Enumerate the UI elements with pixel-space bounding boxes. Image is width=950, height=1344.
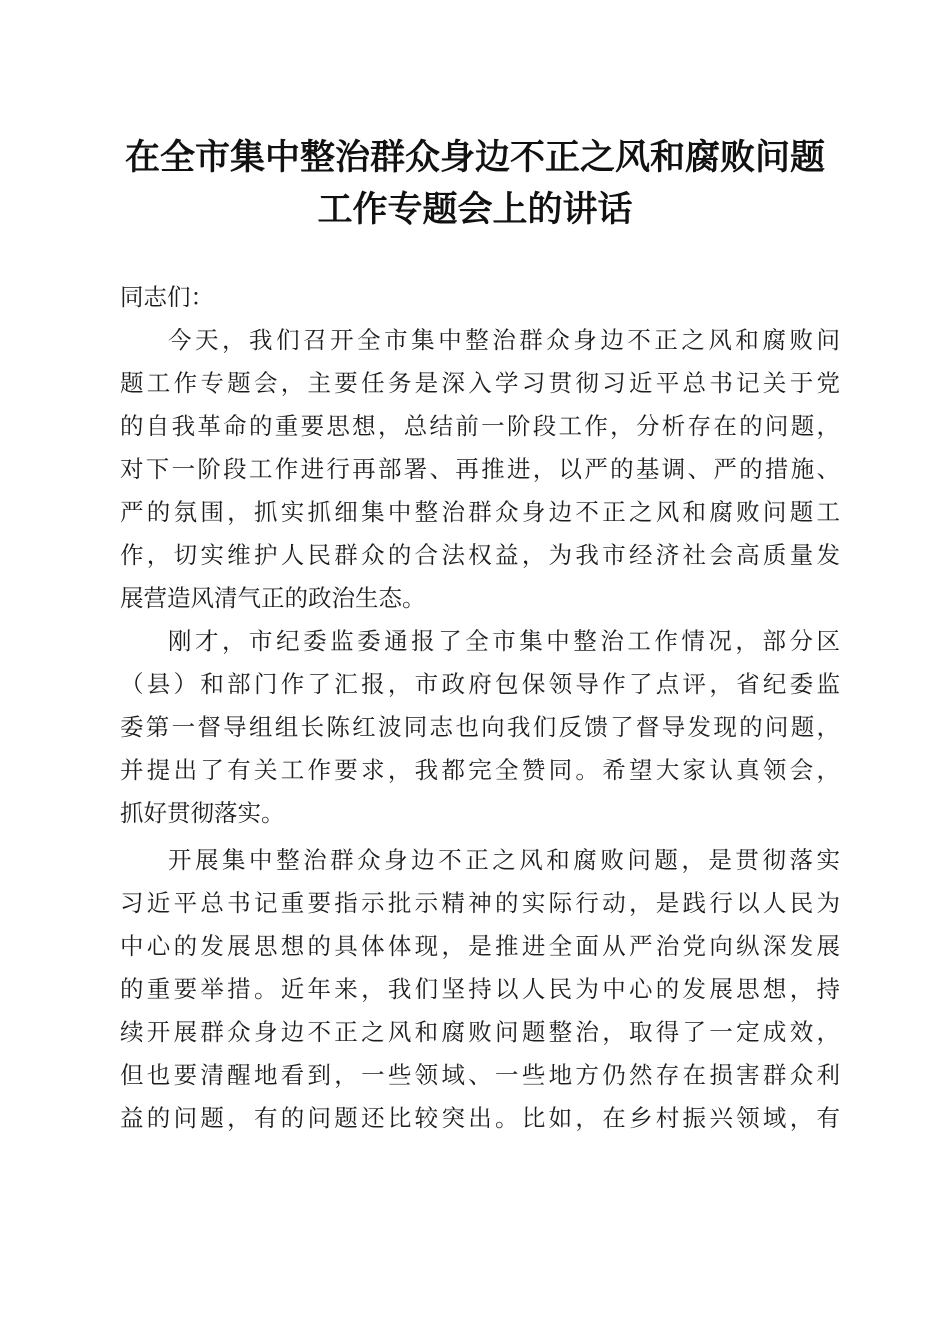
paragraph-line: 对下一阶段工作进行再部署、再推进，以严的基调、严的措施、 bbox=[120, 455, 840, 483]
paragraph-line: 抓好贯彻落实。 bbox=[120, 799, 285, 827]
paragraph-line: 中心的发展思想的具体体现，是推进全面从严治党向纵深发展 bbox=[120, 932, 840, 960]
paragraph-line: 委第一督导组组长陈红波同志也向我们反馈了督导发现的问题， bbox=[120, 713, 840, 741]
paragraph-line: （县）和部门作了汇报，市政府包保领导作了点评，省纪委监 bbox=[120, 670, 840, 698]
paragraph-line: 但也要清醒地看到，一些领域、一些地方仍然存在损害群众利 bbox=[120, 1061, 840, 1089]
paragraph-line: 今天，我们召开全市集中整治群众身边不正之风和腐败问 bbox=[168, 326, 840, 354]
speech-body bbox=[120, 276, 840, 1140]
salutation: 同志们： bbox=[120, 283, 214, 311]
paragraph-1 bbox=[120, 319, 840, 620]
paragraph-3 bbox=[120, 839, 840, 1140]
paragraph-line: 开展集中整治群众身边不正之风和腐败问题，是贯彻落实 bbox=[168, 846, 840, 874]
paragraph-line: 展营造风清气正的政治生态。 bbox=[120, 584, 426, 612]
title-line-2: 工作专题会上的讲话 bbox=[317, 189, 633, 230]
paragraph-line: 益的问题，有的问题还比较突出。比如，在乡村振兴领域，有 bbox=[120, 1104, 840, 1132]
paragraph-2 bbox=[120, 620, 840, 835]
paragraph-line: 的自我革命的重要思想，总结前一阶段工作，分析存在的问题， bbox=[120, 412, 840, 440]
title-line-1: 在全市集中整治群众身边不正之风和腐败问题 bbox=[124, 137, 825, 178]
paragraph-line: 的重要举措。近年来，我们坚持以人民为中心的发展思想，持 bbox=[120, 975, 840, 1003]
paragraph-line: 刚才，市纪委监委通报了全市集中整治工作情况，部分区 bbox=[168, 627, 840, 655]
paragraph-line: 题工作专题会，主要任务是深入学习贯彻习近平总书记关于党 bbox=[120, 369, 840, 397]
paragraph-line: 续开展群众身边不正之风和腐败问题整治，取得了一定成效， bbox=[120, 1018, 840, 1046]
paragraph-line: 并提出了有关工作要求，我都完全赞同。希望大家认真领会， bbox=[120, 756, 840, 784]
paragraph-line: 习近平总书记重要指示批示精神的实际行动，是践行以人民为 bbox=[120, 889, 840, 917]
paragraph-line: 严的氛围，抓实抓细集中整治群众身边不正之风和腐败问题工 bbox=[120, 498, 840, 526]
document-title bbox=[0, 132, 950, 236]
paragraph-line: 作，切实维护人民群众的合法权益，为我市经济社会高质量发 bbox=[120, 541, 840, 569]
